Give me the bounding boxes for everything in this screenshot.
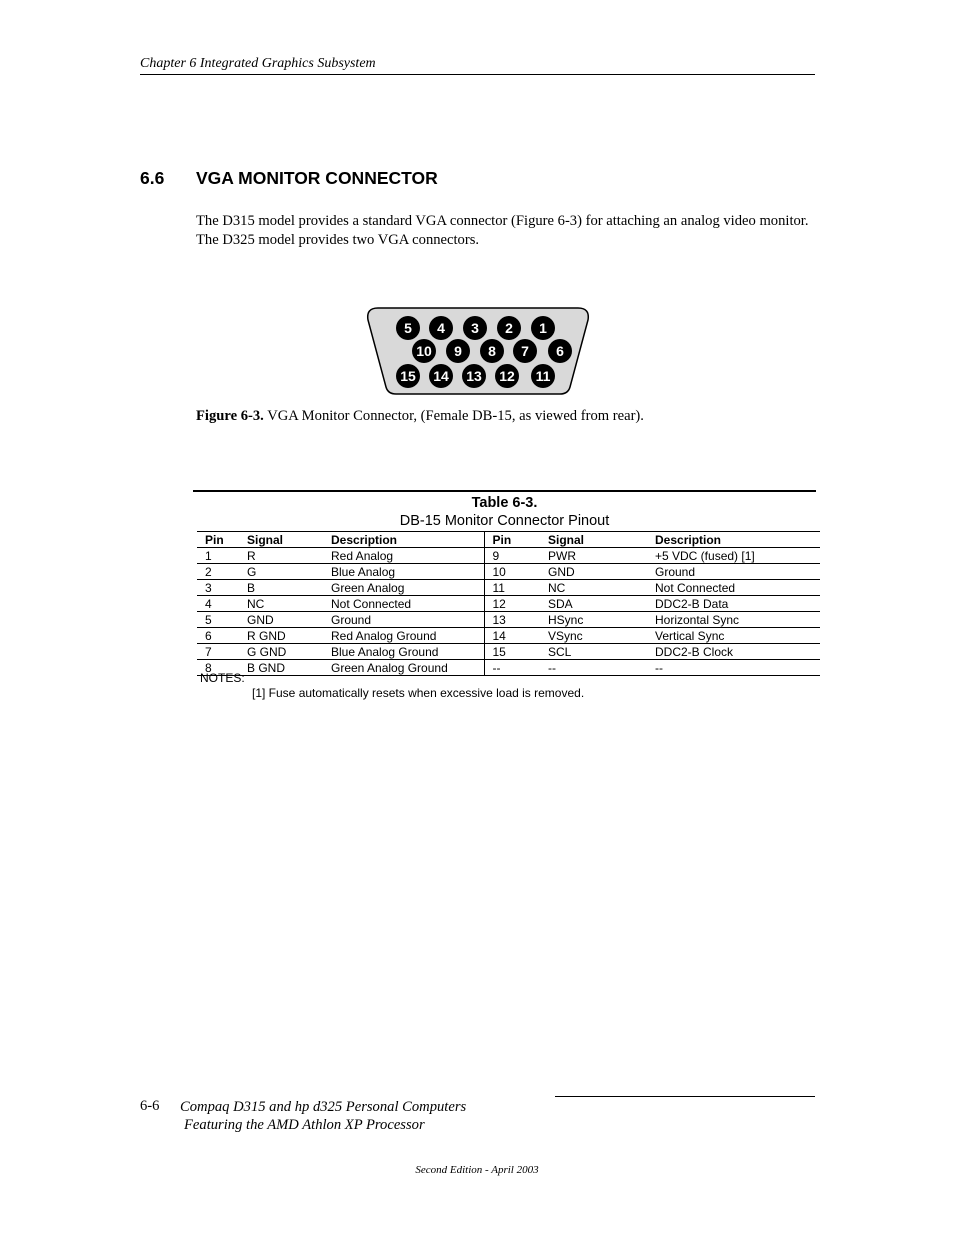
pin-7 — [513, 339, 537, 363]
cell-description-2: Vertical Sync — [647, 628, 820, 644]
pin-label: 3 — [471, 320, 479, 336]
cell-description: Blue Analog Ground — [323, 644, 484, 660]
note-item: [1] Fuse automatically resets when excessive load is removed. — [252, 686, 585, 700]
cell-pin: 4 — [197, 596, 239, 612]
figure-caption — [196, 408, 644, 425]
table-row — [197, 644, 820, 660]
cell-description: Red Analog Ground — [323, 628, 484, 644]
pin-label: 14 — [433, 368, 449, 384]
pin-14 — [429, 364, 453, 388]
cell-pin-2: 11 — [484, 580, 540, 596]
col-header-pin: Pin — [197, 532, 239, 548]
cell-description: Green Analog Ground — [323, 660, 484, 676]
section-title: VGA MONITOR CONNECTOR — [196, 168, 438, 188]
pin-label: 4 — [437, 320, 445, 336]
pin-label: 2 — [505, 320, 513, 336]
cell-signal: G — [239, 564, 323, 580]
figure-caption-text: VGA Monitor Connector, (Female DB-15, as viewed from rear). — [263, 408, 644, 424]
page-number: 6-6 — [140, 1098, 160, 1114]
section-number: 6.6 — [140, 168, 165, 188]
cell-pin-2: 9 — [484, 548, 540, 564]
document-title — [180, 1098, 466, 1134]
pin-label: 12 — [499, 368, 515, 384]
figure-caption-label: Figure 6-3. — [196, 408, 264, 424]
col-header-pin-2: Pin — [484, 532, 540, 548]
cell-pin-2: 13 — [484, 612, 540, 628]
cell-signal-2: PWR — [540, 548, 647, 564]
pin-10 — [412, 339, 436, 363]
cell-signal-2: HSync — [540, 612, 647, 628]
cell-description-2: +5 VDC (fused) [1] — [647, 548, 820, 564]
pin-15 — [396, 364, 420, 388]
cell-signal-2: -- — [540, 660, 647, 676]
footer-rule — [555, 1096, 815, 1097]
pin-5 — [396, 316, 420, 340]
cell-description: Red Analog — [323, 548, 484, 564]
cell-signal: R GND — [239, 628, 323, 644]
table-header-row — [197, 532, 820, 548]
table-row — [197, 660, 820, 676]
document-title-line2: Featuring the AMD Athlon XP Processor — [184, 1117, 425, 1133]
col-header-signal-2: Signal — [540, 532, 647, 548]
document-title-line1: Compaq D315 and hp d325 Personal Computers — [180, 1099, 467, 1115]
cell-description-2: DDC2-B Data — [647, 596, 820, 612]
cell-description-2: DDC2-B Clock — [647, 644, 820, 660]
intro-paragraph: The D315 model provides a standard VGA connector (Figure 6-3) for attaching an analog video monitor. The D325 model provides two VGA connectors. — [196, 213, 809, 248]
header-rule — [140, 74, 815, 75]
pin-label: 15 — [400, 368, 416, 384]
cell-signal: NC — [239, 596, 323, 612]
pin-4 — [429, 316, 453, 340]
table-row — [197, 548, 820, 564]
cell-pin: 6 — [197, 628, 239, 644]
cell-description: Ground — [323, 612, 484, 628]
cell-signal: G GND — [239, 644, 323, 660]
table-row — [197, 580, 820, 596]
pin-11 — [531, 364, 555, 388]
table-row — [197, 612, 820, 628]
pin-9 — [446, 339, 470, 363]
cell-pin: 2 — [197, 564, 239, 580]
cell-signal-2: SDA — [540, 596, 647, 612]
pin-label: 8 — [488, 343, 496, 359]
col-header-signal: Signal — [239, 532, 323, 548]
pin-3 — [463, 316, 487, 340]
pin-label: 6 — [556, 343, 564, 359]
cell-description-2: Not Connected — [647, 580, 820, 596]
cell-signal: R — [239, 548, 323, 564]
cell-description-2: -- — [647, 660, 820, 676]
cell-signal-2: GND — [540, 564, 647, 580]
cell-pin-2: 15 — [484, 644, 540, 660]
notes-label: NOTES: — [200, 671, 245, 685]
pin-8 — [480, 339, 504, 363]
pin-label: 5 — [404, 320, 412, 336]
pinout-table — [197, 531, 820, 676]
running-header: Chapter 6 Integrated Graphics Subsystem — [140, 56, 376, 71]
cell-description-2: Horizontal Sync — [647, 612, 820, 628]
table-row — [197, 596, 820, 612]
cell-signal-2: VSync — [540, 628, 647, 644]
table-subtitle: DB-15 Monitor Connector Pinout — [399, 513, 610, 529]
cell-description: Not Connected — [323, 596, 484, 612]
edition-note: Second Edition - April 2003 — [415, 1164, 539, 1176]
pin-label: 11 — [535, 368, 551, 384]
cell-signal: GND — [239, 612, 323, 628]
cell-pin: 5 — [197, 612, 239, 628]
cell-pin: 8 — [197, 660, 239, 676]
pin-label: 1 — [539, 320, 547, 336]
table-title: Table 6-3. — [471, 495, 538, 511]
pin-1 — [531, 316, 555, 340]
col-header-description-2: Description — [647, 532, 820, 548]
vga-connector-figure — [364, 305, 592, 397]
cell-signal-2: SCL — [540, 644, 647, 660]
table-top-rule — [193, 490, 816, 492]
cell-description: Blue Analog — [323, 564, 484, 580]
cell-description: Green Analog — [323, 580, 484, 596]
cell-signal-2: NC — [540, 580, 647, 596]
pin-13 — [462, 364, 486, 388]
cell-pin-2: 10 — [484, 564, 540, 580]
col-header-description: Description — [323, 532, 484, 548]
cell-signal: B — [239, 580, 323, 596]
cell-pin: 3 — [197, 580, 239, 596]
pin-2 — [497, 316, 521, 340]
cell-pin: 1 — [197, 548, 239, 564]
section-heading — [140, 168, 438, 189]
pin-12 — [495, 364, 519, 388]
pin-label: 9 — [454, 343, 462, 359]
cell-signal: B GND — [239, 660, 323, 676]
cell-pin-2: 12 — [484, 596, 540, 612]
cell-description-2: Ground — [647, 564, 820, 580]
table-row — [197, 564, 820, 580]
pin-6 — [548, 339, 572, 363]
pin-label: 13 — [466, 368, 482, 384]
pin-label: 10 — [416, 343, 432, 359]
table-row — [197, 628, 820, 644]
cell-pin-2: -- — [484, 660, 540, 676]
cell-pin-2: 14 — [484, 628, 540, 644]
cell-pin: 7 — [197, 644, 239, 660]
pin-label: 7 — [521, 343, 529, 359]
